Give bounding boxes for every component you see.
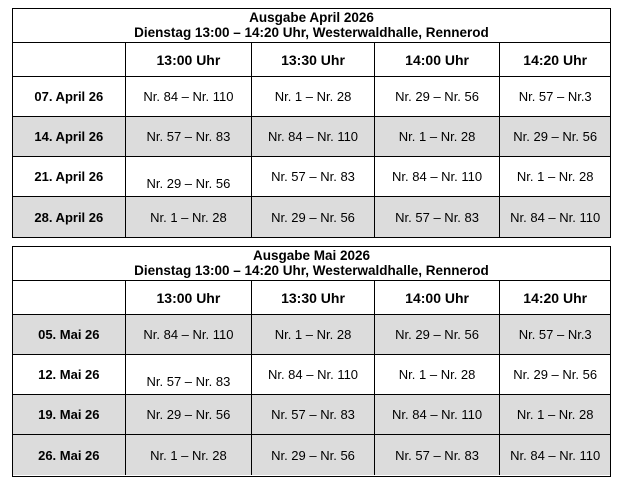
- table-subtitle: Dienstag 13:00 – 14:20 Uhr, Westerwaldhalle, Rennerod: [134, 25, 489, 40]
- date-cell: 26. Mai 26: [13, 435, 126, 475]
- number-range-cell: Nr. 57 – Nr. 83: [252, 395, 375, 434]
- number-range-cell: Nr. 84 – Nr. 110: [510, 209, 601, 225]
- number-range-cell: Nr. 57 – Nr. 83: [126, 355, 253, 394]
- number-range-cell: Nr. 1 – Nr. 28: [252, 315, 375, 354]
- number-range-cell: Nr. 57 – Nr.3: [518, 327, 592, 342]
- table-header: [13, 247, 610, 281]
- number-range-cell: Nr. 84 – Nr. 110: [510, 447, 601, 463]
- number-range-cell: Nr. 1 – Nr. 28: [375, 355, 501, 394]
- schedule-table-mai: [12, 246, 611, 477]
- date-cell: 19. Mai 26: [13, 395, 126, 434]
- number-range-cell: Nr. 84 – Nr. 110: [252, 117, 375, 156]
- time-header: 14:00 Uhr: [375, 43, 501, 76]
- table-subtitle: Dienstag 13:00 – 14:20 Uhr, Westerwaldhalle, Rennerod: [134, 263, 489, 278]
- date-cell: 28. April 26: [13, 197, 126, 237]
- number-range-cell: Nr. 29 – Nr. 56: [252, 197, 375, 237]
- number-range-cell: Nr. 57 – Nr. 83: [252, 157, 375, 196]
- number-range-cell: Nr. 84 – Nr. 110: [375, 157, 501, 196]
- number-range-cell: Nr. 1 – Nr. 28: [516, 169, 594, 184]
- number-range-cell: Nr. 29 – Nr. 56: [513, 129, 598, 144]
- corner-cell: [13, 281, 126, 314]
- number-range-cell: Nr. 1 – Nr. 28: [252, 77, 375, 116]
- number-range-cell: Nr. 1 – Nr. 28: [126, 435, 253, 475]
- date-cell: 05. Mai 26: [13, 315, 126, 354]
- number-range-cell: Nr. 57 – Nr. 83: [126, 117, 253, 156]
- table-row: [13, 395, 610, 435]
- corner-cell: [13, 43, 126, 76]
- time-header: 13:00 Uhr: [126, 43, 253, 76]
- table-row: [13, 157, 610, 197]
- number-range-cell: Nr. 1 – Nr. 28: [126, 197, 253, 237]
- time-header: 14:20 Uhr: [523, 52, 588, 68]
- number-range-cell: Nr. 29 – Nr. 56: [375, 315, 501, 354]
- number-range-cell: Nr. 29 – Nr. 56: [126, 395, 253, 434]
- time-header: 13:30 Uhr: [252, 281, 375, 314]
- table-row: [13, 435, 610, 475]
- time-header: 13:30 Uhr: [252, 43, 375, 76]
- number-range-cell: Nr. 1 – Nr. 28: [516, 407, 594, 422]
- table-row: [13, 355, 610, 395]
- table-row: [13, 197, 610, 237]
- number-range-cell: Nr. 1 – Nr. 28: [375, 117, 501, 156]
- number-range-cell: Nr. 29 – Nr. 56: [375, 77, 501, 116]
- table-row: [13, 77, 610, 117]
- number-range-cell: Nr. 84 – Nr. 110: [375, 395, 501, 434]
- number-range-cell: Nr. 57 – Nr.3: [518, 89, 592, 104]
- number-range-cell: Nr. 29 – Nr. 56: [513, 367, 598, 382]
- table-title: Ausgabe April 2026: [249, 10, 374, 25]
- time-header-row: [13, 43, 610, 77]
- table-row: [13, 117, 610, 157]
- date-cell: 21. April 26: [13, 157, 126, 196]
- number-range-cell: Nr. 84 – Nr. 110: [126, 315, 253, 354]
- number-range-cell: Nr. 84 – Nr. 110: [126, 77, 253, 116]
- time-header: 14:20 Uhr: [523, 290, 588, 306]
- number-range-cell: Nr. 57 – Nr. 83: [375, 197, 501, 237]
- number-range-cell: Nr. 29 – Nr. 56: [126, 157, 253, 196]
- table-title: Ausgabe Mai 2026: [252, 248, 371, 263]
- time-header-row: [13, 281, 610, 315]
- date-cell: 12. Mai 26: [13, 355, 126, 394]
- date-cell: 07. April 26: [13, 77, 126, 116]
- time-header: 13:00 Uhr: [126, 281, 253, 314]
- number-range-cell: Nr. 84 – Nr. 110: [252, 355, 375, 394]
- table-row: [13, 315, 610, 355]
- time-header: 14:00 Uhr: [375, 281, 501, 314]
- date-cell: 14. April 26: [13, 117, 126, 156]
- schedule-table-april: [12, 8, 611, 238]
- table-header: [13, 9, 610, 43]
- number-range-cell: Nr. 57 – Nr. 83: [375, 435, 501, 475]
- number-range-cell: Nr. 29 – Nr. 56: [252, 435, 375, 475]
